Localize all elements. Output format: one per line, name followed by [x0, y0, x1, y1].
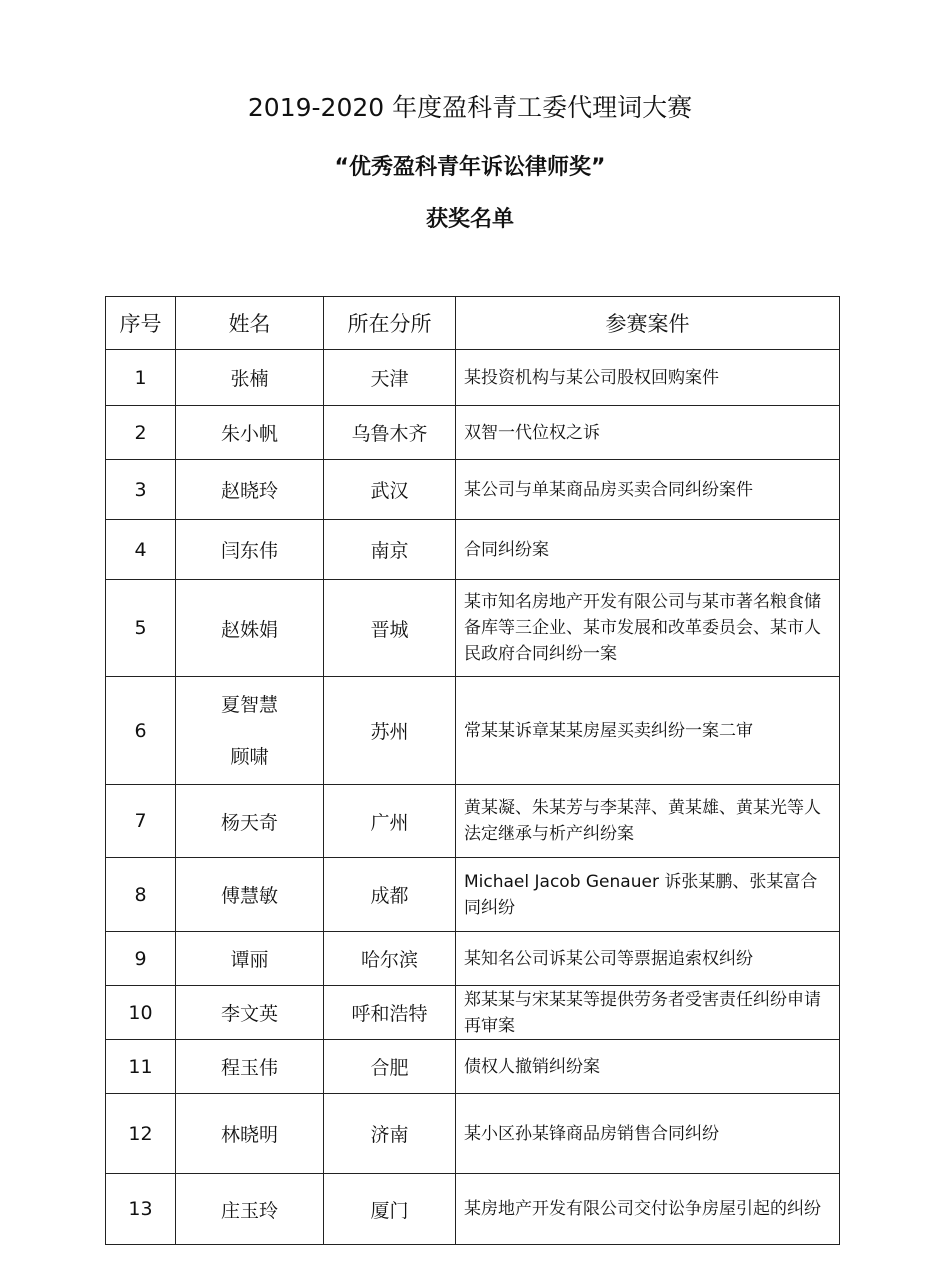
- cell-case: 黄某凝、朱某芳与李某萍、黄某雄、黄某光等人法定继承与析产纠纷案: [456, 785, 840, 858]
- name-line: 顾啸: [230, 745, 269, 768]
- cell-name: 谭丽: [176, 932, 324, 986]
- cell-name: 杨天奇: [176, 785, 324, 858]
- header-no: 序号: [106, 297, 176, 350]
- table-row: [106, 986, 840, 1040]
- cell-name: 张楠: [176, 350, 324, 406]
- cell-office: 呼和浩特: [324, 986, 456, 1040]
- cell-no: 2: [106, 406, 176, 460]
- header-case: 参赛案件: [456, 297, 840, 350]
- cell-no: 4: [106, 520, 176, 580]
- name-line: 夏智慧: [220, 693, 278, 716]
- document-title: 2019-2020 年度盈科青工委代理词大赛: [247, 93, 693, 122]
- cell-name: 傅慧敏: [176, 858, 324, 932]
- table-row: [106, 858, 840, 932]
- cell-no: 8: [106, 858, 176, 932]
- cell-office: 厦门: [324, 1174, 456, 1245]
- cell-no: 5: [106, 580, 176, 677]
- cell-office: 哈尔滨: [324, 932, 456, 986]
- cell-no: 1: [106, 350, 176, 406]
- cell-no: 9: [106, 932, 176, 986]
- table-row: [106, 580, 840, 677]
- cell-case: 双智一代位权之诉: [456, 406, 840, 460]
- cell-name: 林晓明: [176, 1094, 324, 1174]
- cell-no: 10: [106, 986, 176, 1040]
- cell-office: 晋城: [324, 580, 456, 677]
- cell-name: 程玉伟: [176, 1040, 324, 1094]
- cell-name: 闫东伟: [176, 520, 324, 580]
- cell-case: 某市知名房地产开发有限公司与某市著名粮食储备库等三企业、某市发展和改革委员会、某市人民政府合同纠纷一案: [456, 580, 840, 677]
- award-name: “优秀盈科青年诉讼律师奖”: [334, 155, 606, 180]
- header-office: 所在分所: [324, 297, 456, 350]
- table-row: [106, 785, 840, 858]
- cell-office: 苏州: [324, 677, 456, 785]
- cell-no: 12: [106, 1094, 176, 1174]
- cell-office: 济南: [324, 1094, 456, 1174]
- table-row: [106, 1040, 840, 1094]
- cell-name: 庄玉玲: [176, 1174, 324, 1245]
- cell-office: 南京: [324, 520, 456, 580]
- cell-no: 13: [106, 1174, 176, 1245]
- table-row: [106, 677, 840, 785]
- cell-case: 常某某诉章某某房屋买卖纠纷一案二审: [456, 677, 840, 785]
- cell-name: 赵晓玲: [176, 460, 324, 520]
- cell-case: 某公司与单某商品房买卖合同纠纷案件: [456, 460, 840, 520]
- table-row: [106, 520, 840, 580]
- cell-office: 天津: [324, 350, 456, 406]
- cell-office: 广州: [324, 785, 456, 858]
- cell-case: 某知名公司诉某公司等票据追索权纠纷: [456, 932, 840, 986]
- cell-name: [176, 677, 324, 785]
- cell-case: 合同纠纷案: [456, 520, 840, 580]
- cell-case: 债权人撤销纠纷案: [456, 1040, 840, 1094]
- cell-no: 11: [106, 1040, 176, 1094]
- cell-name: 李文英: [176, 986, 324, 1040]
- cell-no: 7: [106, 785, 176, 858]
- cell-office: 武汉: [324, 460, 456, 520]
- cell-name: 朱小帆: [176, 406, 324, 460]
- table-row: [106, 1094, 840, 1174]
- winners-table: [105, 296, 840, 1245]
- table-row: [106, 460, 840, 520]
- table-row: [106, 406, 840, 460]
- cell-case: 郑某某与宋某某等提供劳务者受害责任纠纷申请再审案: [456, 986, 840, 1040]
- table-row: [106, 350, 840, 406]
- cell-no: 6: [106, 677, 176, 785]
- table-header-row: [106, 297, 840, 350]
- cell-office: 成都: [324, 858, 456, 932]
- cell-name: 赵姝娟: [176, 580, 324, 677]
- cell-office: 乌鲁木齐: [324, 406, 456, 460]
- cell-no: 3: [106, 460, 176, 520]
- cell-case: 某小区孙某锋商品房销售合同纠纷: [456, 1094, 840, 1174]
- table-row: [106, 1174, 840, 1245]
- table-row: [106, 932, 840, 986]
- cell-office: 合肥: [324, 1040, 456, 1094]
- cell-case: 某投资机构与某公司股权回购案件: [456, 350, 840, 406]
- cell-case: 某房地产开发有限公司交付讼争房屋引起的纠纷: [456, 1174, 840, 1245]
- header-name: 姓名: [176, 297, 324, 350]
- cell-case: Michael Jacob Genauer 诉张某鹏、张某富合同纠纷: [456, 858, 840, 932]
- list-title: 获奖名单: [425, 207, 514, 232]
